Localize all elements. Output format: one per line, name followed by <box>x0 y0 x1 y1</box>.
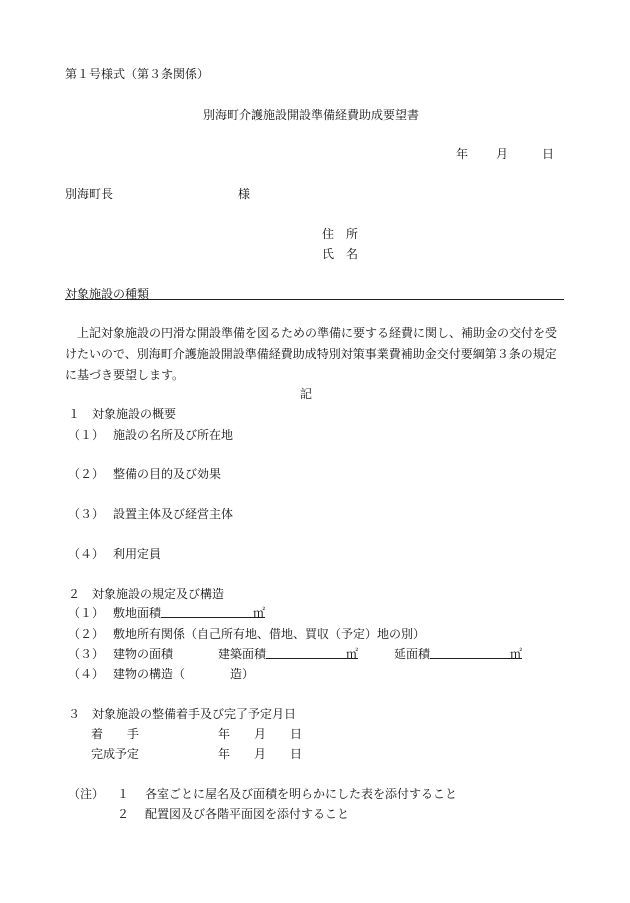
section2-item4-num: （４） <box>68 667 105 681</box>
building-area-unit-underline <box>346 658 358 659</box>
addressee-name: 別海町長 <box>65 187 114 201</box>
note1-text: 各室ごとに屋名及び面積を明らかにした表を添付すること <box>145 787 458 801</box>
section2-item4-close: 造） <box>230 667 255 681</box>
facility-type-underline <box>65 299 564 300</box>
completion-day: 日 <box>290 747 303 761</box>
completion-label: 完成予定 <box>91 747 140 761</box>
note2-text: 配置図及び各階平面図を添付すること <box>145 807 350 821</box>
building-area-unit: ㎡ <box>346 647 359 661</box>
section1-item3-num: （３） <box>68 507 105 521</box>
start-day: 日 <box>290 727 303 741</box>
body-line-2: けたいので、別海町介護施設開設準備経費助成特別対策事業費補助金交付要綱第３条の規定 <box>65 347 557 361</box>
addressee-honorific: 様 <box>238 187 251 201</box>
start-label: 着 手 <box>91 727 140 741</box>
site-area-unit: ㎡ <box>253 606 266 620</box>
section2-item3-num: （３） <box>68 647 105 661</box>
total-floor-area-underline <box>430 658 510 659</box>
completion-year: 年 <box>218 747 231 761</box>
ki-marker: 記 <box>300 387 313 401</box>
completion-month: 月 <box>254 747 267 761</box>
site-area-unit-underline <box>253 617 265 618</box>
date-day: 日 <box>542 147 555 161</box>
section1-heading: １ 対象施設の概要 <box>68 407 177 421</box>
section1-item4-text: 利用定員 <box>113 547 162 561</box>
building-area-underline <box>266 658 346 659</box>
note2-num: ２ <box>117 807 130 821</box>
section1-item1-num: （１） <box>68 428 105 442</box>
start-month: 月 <box>254 727 267 741</box>
body-line-3: に基づき要望します。 <box>65 368 185 382</box>
section1-item2-text: 整備の目的及び効果 <box>113 467 222 481</box>
section2-item1-num: （１） <box>68 606 105 620</box>
applicant-address-label: 住 所 <box>322 227 359 241</box>
start-year: 年 <box>218 727 231 741</box>
document-title: 別海町介護施設開設準備経費助成要望書 <box>203 108 420 122</box>
building-area-label: 建築面積 <box>218 647 267 661</box>
note1-num: １ <box>117 787 130 801</box>
date-month: 月 <box>496 147 509 161</box>
total-floor-area-label: 延面積 <box>394 647 431 661</box>
form-number: 第１号様式（第３条関係） <box>65 67 210 81</box>
section1-item4-num: （４） <box>68 547 105 561</box>
date-year: 年 <box>456 147 469 161</box>
applicant-name-label: 氏 名 <box>322 247 359 261</box>
section3-heading: ３ 対象施設の整備着手及び完了予定月日 <box>68 707 297 721</box>
body-line-1: 上記対象施設の円滑な開設準備を図るための準備に要する経費に関し、補助金の交付を受 <box>77 326 558 340</box>
section1-item1-text: 施設の名所及び所在地 <box>113 428 234 442</box>
section2-item4-text: 建物の構造（ <box>113 667 186 681</box>
section2-item3-text: 建物の面積 <box>113 647 174 661</box>
notes-label: （注） <box>68 787 105 801</box>
section1-item2-num: （２） <box>68 467 105 481</box>
section2-item2-num: （２） <box>68 627 105 641</box>
section2-item2-text: 敷地所有関係（自己所有地、借地、買収（予定）地の別） <box>113 627 426 641</box>
total-floor-area-unit: ㎡ <box>510 647 523 661</box>
section2-item1-text: 敷地面積 <box>113 606 162 620</box>
site-area-underline <box>161 617 253 618</box>
facility-type-label: 対象施設の種類 <box>65 287 150 301</box>
total-floor-area-unit-underline <box>510 658 522 659</box>
section2-heading: ２ 対象施設の規定及び構造 <box>68 587 225 601</box>
section1-item3-text: 設置主体及び経営主体 <box>113 507 234 521</box>
